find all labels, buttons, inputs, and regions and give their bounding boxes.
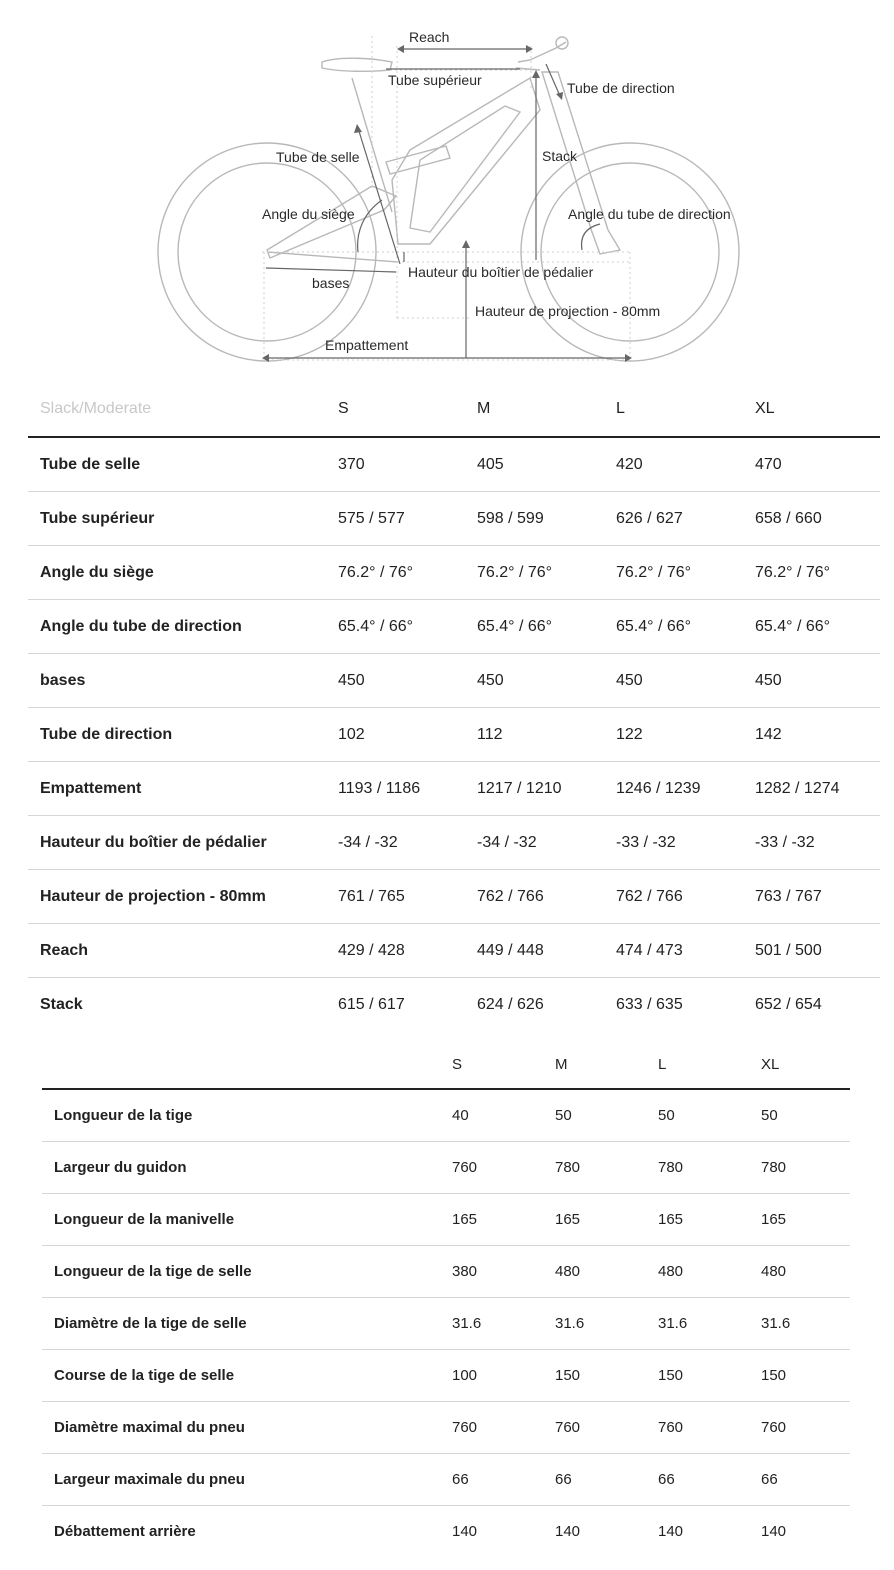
row-label: Tube de selle: [28, 437, 338, 492]
cell-value: 626 / 627: [616, 492, 755, 546]
cell-value: 598 / 599: [477, 492, 616, 546]
cell-value: 140: [555, 1523, 581, 1540]
cell-value: 762 / 766: [477, 870, 616, 924]
cell-value: 112: [477, 708, 616, 762]
cell-value: 31.6: [452, 1298, 555, 1350]
row-label: Débattement arrière: [54, 1523, 196, 1540]
table-row: [28, 708, 880, 762]
row-label: Hauteur de projection - 80mm: [28, 870, 338, 924]
cell-value: 122: [616, 708, 755, 762]
cell-value: 165: [452, 1194, 555, 1246]
row-label: Tube supérieur: [28, 492, 338, 546]
cell-value: 405: [477, 437, 616, 492]
cell-value: 760: [452, 1142, 555, 1194]
cell-value: 76.2° / 76°: [616, 546, 755, 600]
size-header-s: S: [338, 382, 477, 437]
cell-value: 50: [658, 1089, 761, 1142]
saddle: [322, 58, 392, 71]
cell-value: 780: [658, 1142, 761, 1194]
cell-value: 760: [452, 1402, 555, 1454]
size-header-xl: XL: [761, 1040, 850, 1089]
cell-value: 420: [616, 437, 755, 492]
cell-value: 50: [555, 1089, 658, 1142]
frame-inner: [410, 106, 520, 232]
cell-value: -34 / -32: [477, 816, 616, 870]
row-label: Course de la tige de selle: [42, 1350, 452, 1402]
size-header-xl: XL: [755, 382, 880, 437]
row-label: Angle du siège: [28, 546, 338, 600]
cell-value: -34 / -32: [338, 816, 477, 870]
cell-value: 1246 / 1239: [616, 762, 755, 816]
cell-value: 66: [452, 1454, 555, 1506]
cell-value: 31.6: [658, 1298, 761, 1350]
cell-value: 480: [658, 1246, 761, 1298]
cell-value: 165: [658, 1194, 761, 1246]
bike-geometry-diagram: [0, 0, 894, 375]
handlebar-end: [556, 37, 568, 49]
cell-value: 624 / 626: [477, 995, 544, 1013]
label-head-angle: Angle du tube de direction: [568, 206, 731, 222]
cell-value: 65.4° / 66°: [616, 600, 755, 654]
cell-value: 575 / 577: [338, 492, 477, 546]
label-seat-angle: Angle du siège: [262, 206, 355, 222]
cell-value: 658 / 660: [755, 492, 880, 546]
components-header-empty: [42, 1040, 452, 1089]
table-row: [28, 546, 880, 600]
cell-value: 65.4° / 66°: [477, 600, 616, 654]
label-reach: Reach: [409, 29, 450, 45]
label-bb-drop: Hauteur du boîtier de pédalier: [408, 264, 594, 280]
cell-value: 380: [452, 1246, 555, 1298]
cell-value: 150: [555, 1350, 658, 1402]
row-label: Diamètre de la tige de selle: [42, 1298, 452, 1350]
cell-value: 140: [452, 1523, 478, 1540]
cell-value: 66: [761, 1454, 850, 1506]
cell-value: -33 / -32: [755, 816, 880, 870]
cell-value: 165: [555, 1194, 658, 1246]
table-row: [28, 437, 880, 492]
table-row: [42, 1246, 850, 1298]
table-row: [42, 1350, 850, 1402]
cell-value: 450: [338, 654, 477, 708]
row-label: Longueur de la manivelle: [42, 1194, 452, 1246]
table-row: [42, 1194, 850, 1246]
row-label: Longueur de la tige de selle: [42, 1246, 452, 1298]
cell-value: 760: [555, 1402, 658, 1454]
cell-value: 102: [338, 708, 477, 762]
row-label: Hauteur du boîtier de pédalier: [28, 816, 338, 870]
row-label: bases: [28, 654, 338, 708]
label-head-tube: Tube de direction: [567, 80, 675, 96]
cell-value: 474 / 473: [616, 924, 755, 978]
table-row: [42, 1298, 850, 1350]
stem-bars: [516, 42, 566, 70]
table-row: [28, 816, 880, 870]
geometry-table: [28, 382, 880, 1031]
row-label: Tube de direction: [28, 708, 338, 762]
row-label: Stack: [40, 995, 83, 1013]
components-header-row: [42, 1040, 850, 1089]
chainstay-link: [267, 252, 398, 262]
size-header-l: L: [616, 382, 755, 437]
cell-value: 31.6: [555, 1298, 658, 1350]
stack-arrowhead: [532, 70, 540, 78]
table-row: [42, 1402, 850, 1454]
cell-value: 1193 / 1186: [338, 762, 477, 816]
cell-value: 480: [555, 1246, 658, 1298]
label-wheelbase: Empattement: [325, 337, 409, 353]
cell-value: 780: [761, 1142, 850, 1194]
cell-value: 50: [761, 1089, 850, 1142]
cell-value: 150: [658, 1350, 761, 1402]
row-label: Largeur maximale du pneu: [42, 1454, 452, 1506]
cell-value: 761 / 765: [338, 870, 477, 924]
cell-value: 100: [452, 1350, 555, 1402]
cell-value: 1282 / 1274: [755, 762, 880, 816]
cell-value: -33 / -32: [616, 816, 755, 870]
cell-value: 140: [658, 1523, 684, 1540]
cell-value: 480: [761, 1246, 850, 1298]
row-label: Empattement: [28, 762, 338, 816]
table-row: [28, 600, 880, 654]
seat-tube-arrowhead: [354, 124, 362, 133]
label-stack: Stack: [542, 148, 578, 164]
cell-value: 760: [658, 1402, 761, 1454]
cell-value: 40: [452, 1089, 555, 1142]
cell-value: 76.2° / 76°: [338, 546, 477, 600]
head-tube-arrowhead: [556, 92, 563, 100]
geometry-header-row: [28, 382, 880, 437]
cell-value: 370: [338, 437, 477, 492]
row-label: Reach: [28, 924, 338, 978]
cell-value: 65.4° / 66°: [755, 600, 880, 654]
cell-value: 165: [761, 1194, 850, 1246]
components-table: [42, 1040, 850, 1557]
table-row: [42, 1089, 850, 1142]
cell-value: 140: [761, 1523, 787, 1540]
cell-value: 450: [477, 654, 616, 708]
table-row: [28, 978, 880, 1032]
seat-angle-arrow: [358, 200, 382, 252]
cell-value: 31.6: [761, 1298, 850, 1350]
bike-frame: [392, 78, 540, 244]
cell-value: 450: [755, 654, 880, 708]
axle-arrowhead: [462, 240, 470, 248]
cell-value: 1217 / 1210: [477, 762, 616, 816]
cell-value: 760: [761, 1402, 850, 1454]
label-axle-height: Hauteur de projection - 80mm: [475, 303, 661, 319]
reach-arrowhead-l: [397, 45, 404, 53]
table-row: [42, 1506, 850, 1558]
seatstay: [267, 186, 396, 258]
cell-value: 150: [761, 1350, 850, 1402]
row-label: Largeur du guidon: [42, 1142, 452, 1194]
table-row: [28, 870, 880, 924]
cell-value: 66: [555, 1454, 658, 1506]
label-seat-tube: Tube de selle: [276, 149, 360, 165]
cell-value: 501 / 500: [755, 924, 880, 978]
table-row: [42, 1142, 850, 1194]
cell-value: 652 / 654: [755, 995, 822, 1013]
cell-value: 763 / 767: [755, 870, 880, 924]
size-header-m: M: [477, 382, 616, 437]
size-header-s: S: [452, 1040, 555, 1089]
cell-value: 470: [755, 437, 880, 492]
table-row: [28, 654, 880, 708]
cell-value: 633 / 635: [616, 995, 683, 1013]
size-header-m: M: [555, 1040, 658, 1089]
label-top-tube: Tube supérieur: [388, 72, 482, 88]
cell-value: 762 / 766: [616, 870, 755, 924]
row-label: Diamètre maximal du pneu: [42, 1402, 452, 1454]
cell-value: 450: [616, 654, 755, 708]
cell-value: 142: [755, 708, 880, 762]
cell-value: 615 / 617: [338, 995, 405, 1013]
table-row: [42, 1454, 850, 1506]
reach-arrowhead-r: [526, 45, 533, 53]
chainstay-arrow: [266, 268, 396, 272]
table-row: [28, 492, 880, 546]
size-header-l: L: [658, 1040, 761, 1089]
row-label: Longueur de la tige: [42, 1089, 452, 1142]
geometry-variant-label: Slack/Moderate: [28, 382, 338, 437]
cell-value: 76.2° / 76°: [477, 546, 616, 600]
cell-value: 429 / 428: [338, 924, 477, 978]
table-row: [28, 762, 880, 816]
label-chainstays: bases: [312, 275, 350, 291]
cell-value: 76.2° / 76°: [755, 546, 880, 600]
cell-value: 449 / 448: [477, 924, 616, 978]
row-label: Angle du tube de direction: [28, 600, 338, 654]
cell-value: 65.4° / 66°: [338, 600, 477, 654]
cell-value: 780: [555, 1142, 658, 1194]
table-row: [28, 924, 880, 978]
cell-value: 66: [658, 1454, 761, 1506]
